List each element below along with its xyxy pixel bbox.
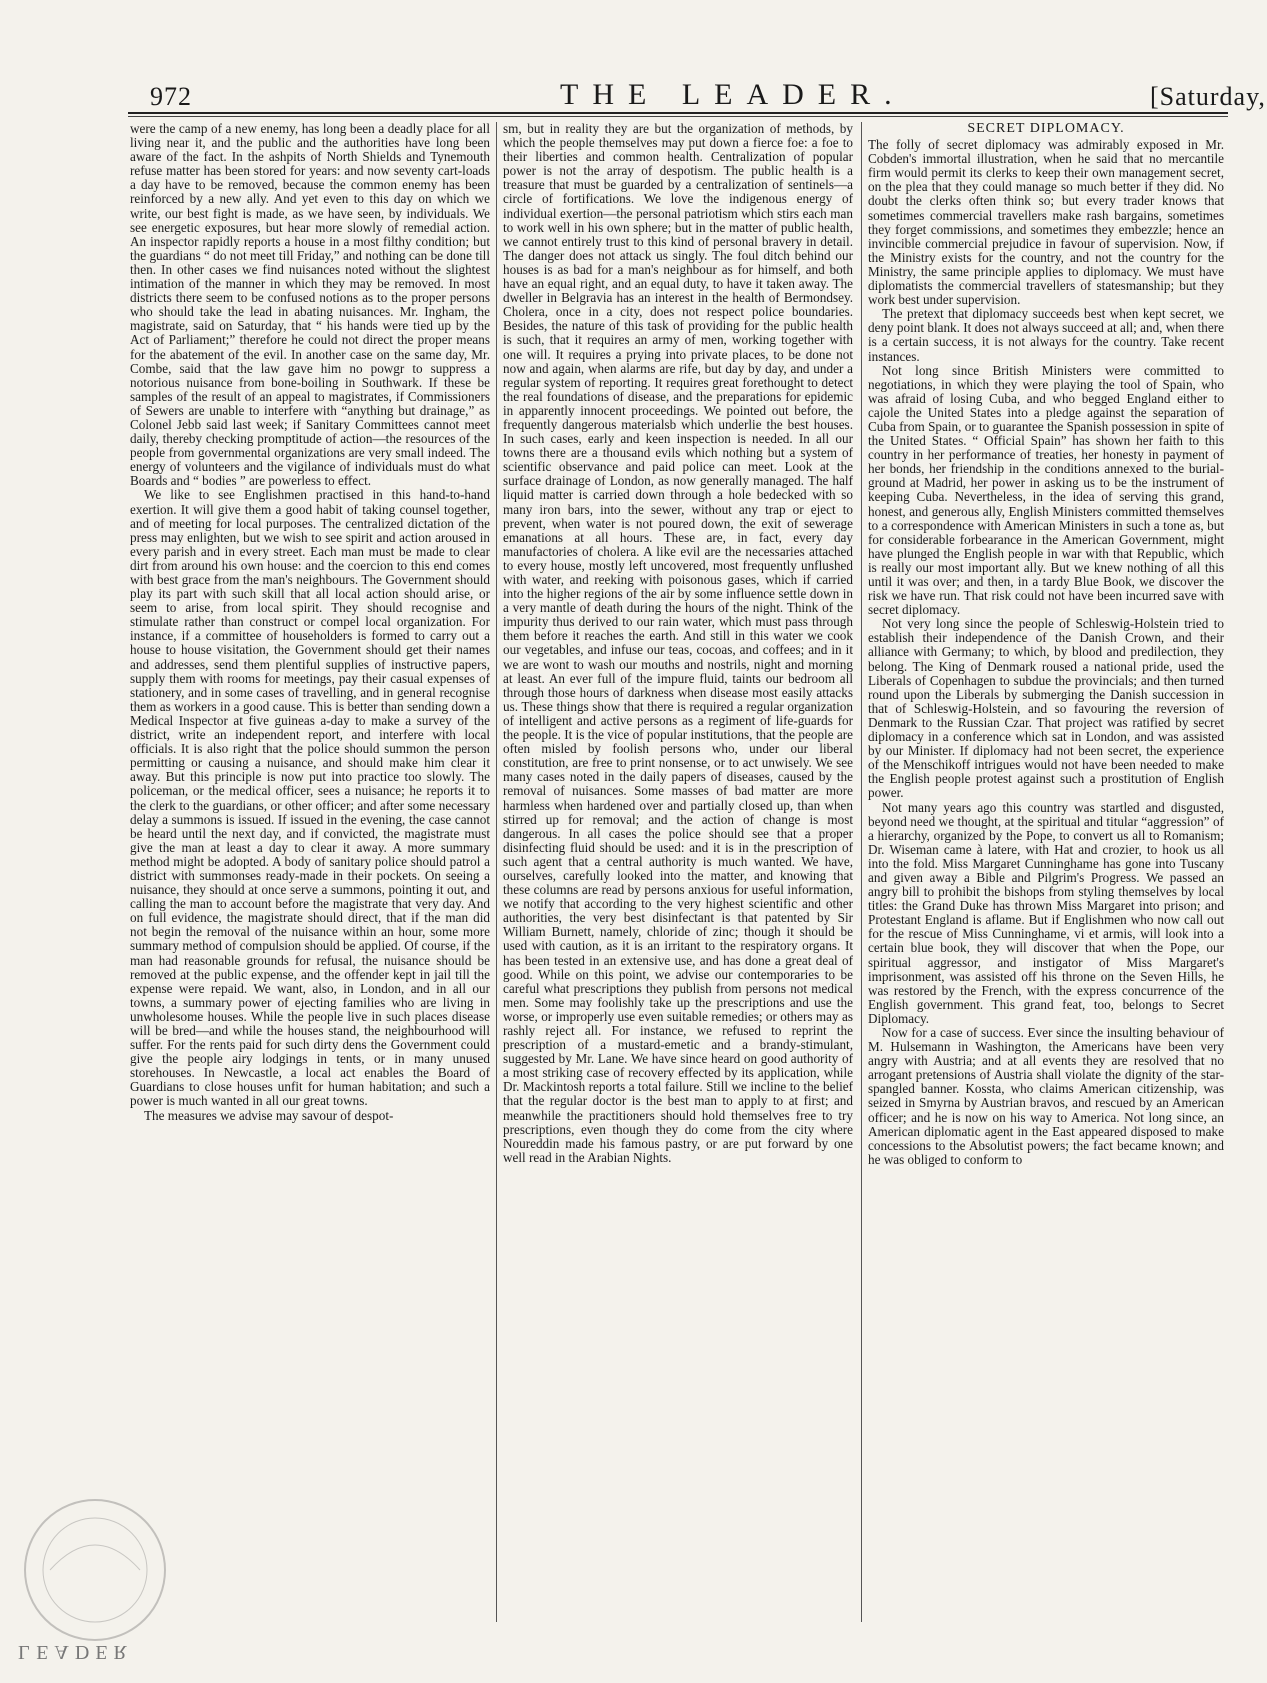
paragraph: Now for a case of success. Ever since the insulting behaviour of M. Hulsemann in Washington, the Americans have been very angry with Austria; and at all events they are resolved that no arrogant pretensions of Austria shall violate the dignity of the star-spangled banner. Kossta, who claims American citizenship, was seized in Smyrna by Austrian bravos, and rescued by an American officer; and he is now on his way to America. Not long since, an American diplomatic agent in the East appeared disposed to make concessions to the Absolutist powers; the fact became known; and he was obliged to conform to [868,1025,1224,1167]
article-heading: SECRET DIPLOMACY. [967,122,1125,136]
masthead [0,0,1267,120]
paragraph: The folly of secret diplomacy was admirably exposed in Mr. Cobden's immortal illustration, when he said that no mercantile firm would permit its clerks to keep their own management secret, on the plea that they could manage so much better if they did. No doubt the clerks often think so; but every trader knows that sometimes commercial travellers make rash bargains, sometimes they forget commissions, and sometimes they embezzle; hence an invincible commercial prejudice in favour of supervision. Now, if the Ministry exists for the country, and not the country for the Ministry, the same principle applies to diplomacy. We must have diplomatists the commercial travellers of statesmanship; but they work best under supervision. [868,137,1224,308]
stamp-text: LEADER [18,1641,133,1663]
paragraph: Not long since British Ministers were committed to negotiations, in which they were playing the tool of Spain, who was afraid of losing Cuba, and who begged England either to cajole the United States into a pledge against the separation of Cuba from Spain, or to guarantee the Spanish possession in spite of the United States. “ Official Spain” has shown her faith to this country in her performance of treaties, her honesty in payment of her bonds, her friendship in the conditions annexed to the burial-ground at Madrid, her power in asking us to be the instrument of keeping Cuba. Nevertheless, in the idea of serving this grand, honest, and generous ally, English Ministers committed themselves to a correspondence with American Ministers in such a tone as, but for considerable forbearance in the American Government, might have plunged the English people in war with that Republic, which is really our most important ally. But we knew nothing of all this until it was over; and then, in a tardy Blue Book, we discover the risk we have run. That risk could not have been incurred save with secret diplomacy. [868,362,1224,618]
newspaper-title: THE LEADER. [560,78,906,111]
page-number: 972 [150,82,192,111]
column-1 [130,122,490,1652]
issue-day: [Saturday, [1150,82,1266,111]
column-divider [861,122,862,1622]
paragraph: The measures we advise may savour of despot- [144,1107,394,1123]
paragraph: Not many years ago this country was startled and disgusted, beyond need we thought, at the spiritual and titular “aggression” of a hierarchy, organized by the Pope, to convert us all to Romanism; Dr. Wiseman came à latere, with Hat and crozier, to hook us all into the fold. Miss Margaret Cunninghame has gone into Tuscany and given away a Bible and Pilgrim's Progress. We passed an angry bill to prohibit the bishops from styling themselves by local titles: the Grand Duke has thrown Miss Margaret into prison; and Protestant England is aflame. But if Englishmen who now call out for the rescue of Miss Cunninghame, vi et armis, will look into a certain blue book, they will discover that when the Pope, our spiritual aggressor, and instigator of Miss Margaret's imprisonment, was assisted off his throne on the Seven Hills, he was restored by the French, with the express concurrence of the English government. This grand feat, too, belongs to Secret Diplomacy. [868,799,1224,1026]
column-divider [496,122,497,1622]
header-rule [128,112,1228,114]
paragraph: were the camp of a new enemy, has long been a deadly place for all living near it, and the public and the authorities have long been aware of the fact. In the ashpits of North Shields and Tynemouth refuse matter has been stored for years: and now seventy cart-loads a day have to be removed, because the common enemy has been reinforced by a new ally. And yet even to this day on which we write, our best fight is made, as we have seen, by individuals. We see energetic exposures, but hear more slowly of remedial action. An inspector rapidly reports a house in a most filthy condition; but the guardians “ do not meet till Friday,” and nothing can be done till then. In other cases we find nuisances noted without the slightest intimation of the manner in which they may be removed. In most districts there seem to be confused notions as to the proper persons who should take the lead in abating nuisances. Mr. Ingham, the magistrate, said on Saturday, that “ his hands were tied up by the Act of Parliament;” therefore he could not direct the proper means for the abatement of the evil. In another case on the same day, Mr. Combe, said that the law gave him no powgr to suppress a notorious nuisance from bone-boiling in Southwark. If these be samples of the result of an appeal to magistrates, if Commissioners of Sewers are unable to interfere with “anything but drainage,” as Colonel Jebb said last week; if Sanitary Committees cannot meet daily, thereby checking promptitude of action—the resources of the people from governmental organizations are very small indeed. The energy of volunteers and the vigilance of individuals must do what Boards and “ bodies ” are powerless to effect. [130,122,490,489]
column-3 [868,122,1224,1652]
header-rule-thin [128,116,1228,117]
library-stamp [10,1480,180,1660]
paragraph: The pretext that diplomacy succeeds best when kept secret, we deny point blank. It does not always succeed at all; and, when there is a certain success, it is not always for the country. Take recent instances. [868,306,1224,364]
paragraph: sm, but in reality they are but the organization of methods, by which the people themselves may put down a fierce foe: a foe to their liberties and common health. Centralization of popular power is not the array of despotism. The public health is a treasure that must be guarded by a centralization of sentinels—a circle of fortifications. We love the indigenous energy of individual exertion—the personal patriotism which stirs each man to work well in his own sphere; but in the matter of public health, we cannot entirely trust to this kind of personal bravery in detail. The danger does not attack us singly. The foul ditch behind our houses is as bad for a man's neighbour as for himself, and both have an equal right, and an equal duty, to have it taken away. The dweller in Belgravia has an interest in the health of Bermondsey. Cholera, once in a city, does not respect police boundaries. Besides, the nature of this task of providing for the public health is such, that it requires an army of men, working together with one will. It requires a prying into private places, to be done not now and again, when alarms are rife, but day by day, and under a regular system of reporting. It requires great forethought to detect the real foundations of disease, and the preparations for epidemic in apparently innocent proceedings. We pointed out before, the frequently dangerous materialsb which underlie the best houses. In such cases, early and keen inspection is needed. In all our towns there are a thousand evils which nothing but a system of scientific observance and paid police can meet. Look at the surface drainage of London, as now generally managed. The half liquid matter is carried down through a hole bedecked with so many iron bars, into the sewer, without any trap or eject to prevent, when water is not poured down, the exit of sewerage emanations at all hours. These are, in fact, every day manufactories of cholera. A like evil are the necessaries attached to every house, mostly left uncovered, most frequently unflushed with water, and reeking with poisonous gases, which if carried into the higher regions of the air by some influence settle down in a very mantle of death during the hours of the night. Think of the impurity thus derived to our rain water, which must pass through them before it reaches the earth. And still in this water we cook our vegetables, and infuse our teas, cocoas, and coffees; and in it we are wont to wash our mouths and nostrils, night and morning at least. An ever full of the impure fluid, taints our bedroom all through those hours of darkness when disease most easily attacks us. These things show that there is required a regular organization of intelligent and active persons as a regiment of life-guards for the people. It is the vice of popular institutions, that the people are often misled by foolish persons who, under our liberal constitution, are free to print nonsense, or to act unwisely. We see many cases noted in the daily papers of diseases, caused by the removal of nuisances. Some masses of bad matter are more harmless when hardened over and partially closed up, than when stirred up for removal; and the action of change is most dangerous. In all cases the police should see that a proper disinfecting fluid should be used: and it is in the prescription of such agent that a central authority is much wanted. We have, ourselves, carefully looked into the matter, and knowing that these columns are read by persons anxious for useful information, we notify that according to the very highest scientific and other authorities, the very best disinfectant is that patented by Sir William Burnett, namely, chloride of zinc; though it should be used with caution, as it is an irritant to the respiratory organs. It has been tested in an extensive use, and has done a great deal of good. While on this point, we advise our contemporaries to be careful what prescriptions they publish from persons not medical men. Some may foolishly take up the prescriptions and use the worse, or improperly use even suitable remedies; or others may as rashly reject all. For instance, we refused to reprint the prescription of a mustard-emetic and a brandy-stimulant, suggested by Mr. Lane. We have since heard on good authority of a most striking case of recovery effected by its application, while Dr. Mackintosh reports a total failure. Still we incline to the belief that the regular doctor is the best man to apply to at first; and meanwhile the practitioners should hold themselves free to try prescriptions, even though they do come from the city where Noureddin made his famous pastry, or are put forward by one well read in the Arabian Nights. [503,122,853,1165]
column-2 [503,122,853,1622]
paragraph: Not very long since the people of Schleswig-Holstein tried to establish their independence of the Danish Crown, and their alliance with Germany; to which, by blood and predilection, they belong. The King of Denmark roused a national pride, used the Liberals of Copenhagen to subdue the provincials; and then turned round upon the Liberals by submerging the Danish succession in that of Schleswig-Holstein, and so favouring the reversion of Denmark to the Russian Czar. That project was ratified by secret diplomacy in a conference which sat in London, and was assisted by our Minister. If diplomacy had not been secret, the experience of the Menschikoff intrigues would not have been needed to make the English people protest against such a prostitution of English power. [868,616,1224,801]
paragraph: We like to see Englishmen practised in this hand-to-hand exertion. It will give them a good habit of taking counsel together, and of meeting for local purposes. The centralized dictation of the press may enlighten, but we wish to see spirit and action aroused in every parish and in every street. Each man must be made to clear dirt from around his own house: and the coercion to this end comes with best grace from the man's neighbours. The Government should play its part with such skill that all local action should arise, or seem to arise, from local spirit. They should recognise and stimulate rather than construct or compel local organization. For instance, if a committee of householders is formed to carry out a house to house visitation, the Government should get their names and addresses, send them plentiful supplies of instructive papers, supply them with rooms for meetings, pay their casual expenses of stationery, and in some cases of travelling, and in general recognise them as workers in a good cause. This is better than sending down a Medical Inspector at five guineas a-day to make a survey of the district, write an independent report, and interfere with local officials. It is also right that the police should summon the person permitting or causing a nuisance, and should make him clear it away. But this principle is now put into practice too slowly. The policeman, or the medical officer, sees a nuisance; he reports it to the clerk to the guardians, or other officer; and after some necessary delay a summons is issued. If issued in the evening, the case cannot be heard until the next day, and if convicted, the magistrate must give the man at least a day to clear it away. A more summary method might be adopted. A body of sanitary police should patrol a district with summonses ready-made in their pockets. On seeing a nuisance, they should at once serve a summons, pointing it out, and calling the man to account before the magistrate that very day. And on full evidence, the magistrate should direct, that if the man did not begin the removal of the nuisance within an hour, some more summary method of compulsion should be applied. Of course, if the man had reasonable grounds for refusal, the nuisance should be removed at the public expense, and the offender kept in jail till the expense were repaid. We want, also, in London, and in all our towns, a summary power of ejecting families who are living in unwholesome houses. While the people live in such places disease will be bred—and while the houses stand, the neighbourhood will suffer. For the rents paid for such dirty dens the Government could give the people airy lodgings in tents, or in many unused storehouses. In Newcastle, a local act enables the Board of Guardians to close houses unfit for human habitation; and such a power is much wanted in all our great towns. [130,487,490,1109]
